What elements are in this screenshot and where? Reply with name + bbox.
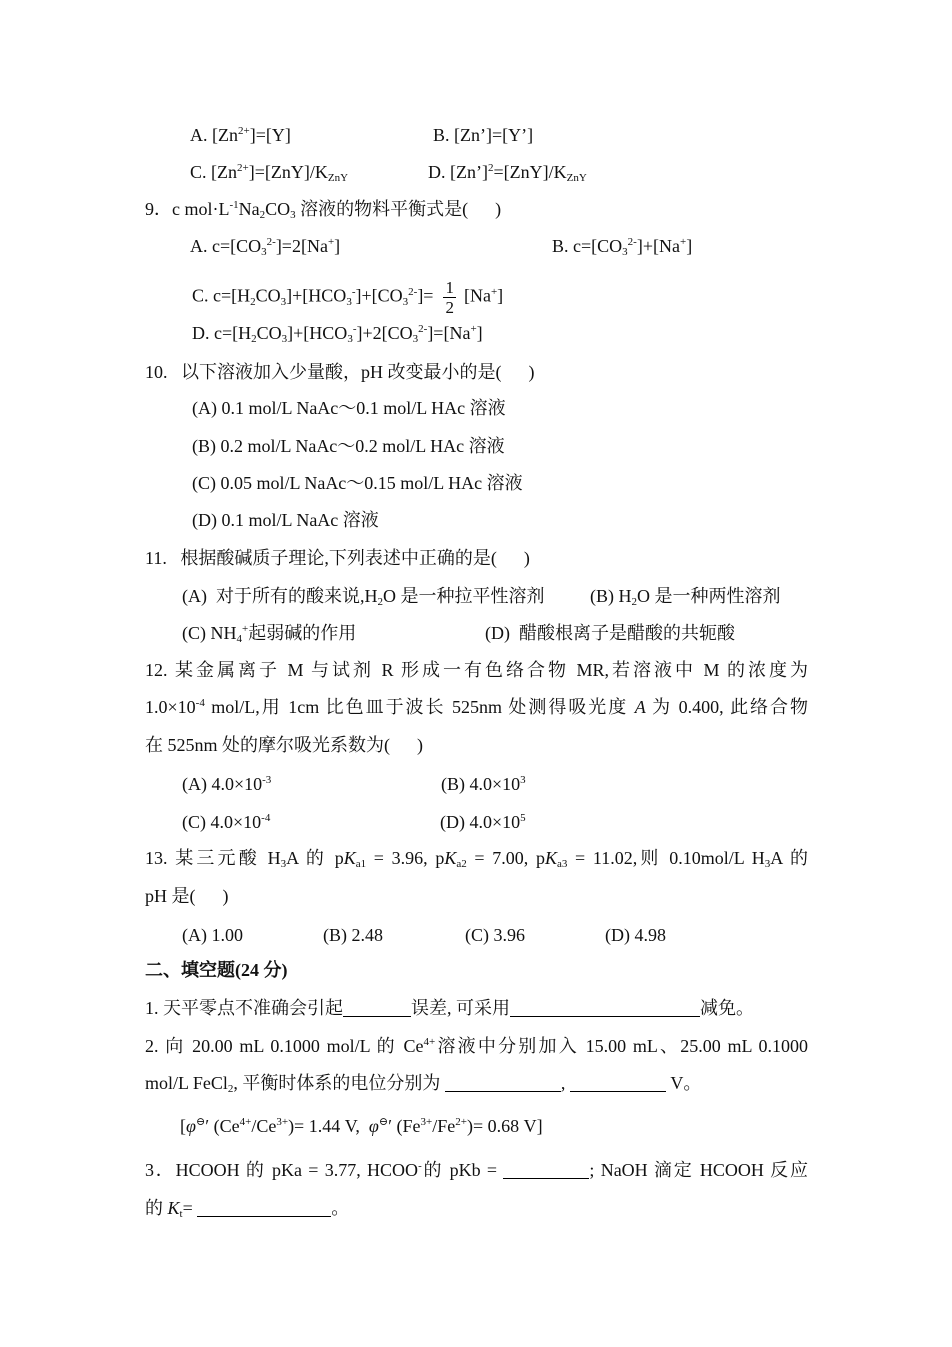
answer-blank — [197, 1200, 331, 1217]
superscript: -1 — [229, 199, 239, 211]
italic-symbol: A — [634, 697, 646, 717]
subscript: 2 — [631, 596, 637, 608]
superscript: 2+ — [455, 1116, 467, 1128]
q10-stem: 10. 以下溶液加入少量酸，pH 改变最小的是( ) — [145, 362, 535, 382]
text: 13. 某三元酸 H — [145, 848, 281, 868]
q12-stem-line3: 在 525nm 处的摩尔吸光系数为( ) — [145, 735, 423, 755]
text: ; NaOH 滴定 HCOOH 反应 — [589, 1160, 808, 1180]
superscript: 3+ — [276, 1116, 289, 1128]
superscript: 3 — [520, 774, 526, 786]
superscript: -4 — [195, 697, 205, 709]
q9-option-a — [190, 235, 340, 257]
text: =[ZnY]/K — [493, 162, 567, 182]
superscript: 2- — [266, 236, 276, 248]
q10-option-b: (B) 0.2 mol/L NaAc～0.2 mol/L HAc 溶液 — [192, 436, 505, 456]
q10-option-c: (C) 0.05 mol/L NaAc～0.15 mol/L HAc 溶液 — [192, 473, 523, 493]
text: 1. 天平零点不准确会引起 — [145, 998, 343, 1018]
text: ] — [476, 323, 483, 343]
q13-option-b: (B) 2.48 — [323, 925, 383, 945]
text: ]= — [417, 285, 434, 306]
answer-blank — [343, 1000, 411, 1017]
subscript: 2 — [227, 1083, 234, 1095]
text: ]+[Na — [636, 236, 680, 256]
subscript: a2 — [456, 858, 467, 870]
text: O 是一种拉平性溶剂 — [383, 586, 545, 606]
superscript: + — [327, 236, 335, 248]
superscript: + — [490, 285, 498, 298]
text: ]+[CO — [355, 285, 403, 306]
subscript: 2 — [250, 295, 256, 308]
q12-option-a — [182, 773, 271, 795]
fraction-numerator: 1 — [445, 278, 454, 297]
text: 2. 向 20.00 mL 0.1000 mol/L 的 Ce — [145, 1036, 424, 1056]
superscript: - — [352, 323, 357, 335]
superscript: + — [470, 323, 477, 335]
text: /Fe — [432, 1116, 456, 1136]
superscript: -3 — [262, 774, 272, 786]
text: CO — [255, 285, 281, 306]
fraction-one-half — [443, 278, 456, 317]
superscript: 2- — [418, 323, 428, 335]
subscript: t — [179, 1208, 183, 1220]
superscript: 2- — [627, 236, 637, 248]
subscript: 3 — [280, 295, 287, 308]
fill-question-1 — [145, 997, 754, 1019]
text: = 3.96, p — [366, 848, 445, 868]
superscript: 4+ — [239, 1116, 252, 1128]
text: [ — [180, 1116, 186, 1136]
text: D. [Zn’] — [428, 162, 488, 182]
text: CO — [256, 323, 282, 343]
superscript: + — [679, 236, 687, 248]
text: ]+[HCO — [287, 323, 348, 343]
italic-symbol: K — [343, 848, 356, 868]
subscript: 3 — [290, 209, 296, 221]
subscript: 2 — [259, 209, 266, 221]
q11-option-a — [182, 585, 545, 607]
superscript: 2 — [487, 162, 494, 174]
text: 3．HCOOH 的 pKa = 3.77, HCOO — [145, 1160, 419, 1180]
answer-blank — [570, 1075, 666, 1092]
q9-option-b — [552, 235, 692, 257]
q12-option-d — [440, 811, 526, 833]
text: ]+2[CO — [356, 323, 413, 343]
superscript: 2- — [408, 285, 418, 298]
subscript: a1 — [355, 858, 367, 870]
text: A. [Zn — [190, 125, 238, 145]
subscript: ZnY — [566, 172, 587, 184]
text: ] — [686, 236, 693, 256]
q11-option-d: (D) 醋酸根离子是醋酸的共轭酸 — [485, 623, 735, 643]
superscript: 5 — [520, 812, 526, 824]
text: 1.0×10 — [145, 697, 196, 717]
q8-option-a — [190, 124, 291, 146]
phi-symbol: φ — [368, 1116, 379, 1136]
text: 溶液中分别加入 15.00 mL、25.00 mL 0.1000 — [435, 1036, 808, 1056]
text: 的 — [145, 1198, 168, 1218]
answer-blank — [510, 1000, 700, 1017]
text: [Na — [463, 285, 491, 306]
q9-stem — [145, 198, 501, 220]
q8-option-b — [433, 124, 533, 146]
text: D. c=[H — [192, 323, 252, 343]
text: B. c=[CO — [552, 236, 623, 256]
q8-option-d — [428, 161, 587, 183]
subscript: 3 — [261, 246, 267, 258]
italic-symbol: K — [167, 1198, 180, 1218]
text: (C) 4.0×10 — [182, 812, 262, 832]
text: )= 0.68 V] — [466, 1116, 543, 1136]
text: mol/L FeCl — [145, 1073, 228, 1093]
text: (B) H — [590, 586, 632, 606]
text: A 的 — [770, 848, 808, 868]
subscript: 3 — [280, 858, 287, 870]
subscript: 2 — [251, 333, 257, 345]
superscript: - — [351, 285, 356, 298]
text: 误差, 可采用 — [411, 998, 510, 1018]
text: V。 — [665, 1073, 702, 1093]
text: = 11.02,则 0.10mol/L H — [567, 848, 765, 868]
superscript: 4+ — [423, 1036, 436, 1048]
text: B. [Zn’]=[Y’] — [433, 125, 534, 145]
subscript: 3 — [402, 295, 409, 308]
standard-state-symbol: ⊖ — [378, 1116, 389, 1128]
text: 。 — [331, 1198, 350, 1218]
text: C. [Zn — [190, 162, 237, 182]
q12-option-b — [441, 773, 526, 795]
phi-symbol: φ — [186, 1116, 196, 1136]
superscript: -4 — [261, 812, 271, 824]
q11-option-c — [182, 622, 356, 644]
subscript: a3 — [556, 858, 568, 870]
superscript: 3+ — [420, 1116, 433, 1128]
q13-stem-line2: pH 是( ) — [145, 886, 229, 906]
text: A 的 p — [286, 848, 344, 868]
text: /Ce — [251, 1116, 277, 1136]
q12-stem-line2 — [145, 696, 808, 718]
subscript: 2 — [377, 596, 383, 608]
superscript: 2+ — [238, 125, 250, 137]
text: , — [560, 1073, 570, 1093]
q10-option-d: (D) 0.1 mol/L NaAc 溶液 — [192, 510, 379, 530]
text: , 平衡时体系的电位分别为 — [233, 1073, 445, 1093]
text: (B) 4.0×10 — [441, 774, 521, 794]
text: mol/L,用 1cm 比色皿于波长 525nm 处测得吸光度 — [204, 697, 635, 717]
text: = — [182, 1198, 198, 1218]
text: C. c=[H — [192, 285, 251, 306]
subscript: 3 — [764, 858, 771, 870]
q11-option-b — [590, 585, 781, 607]
text: ]=2[Na — [275, 236, 328, 256]
subscript: 3 — [281, 333, 288, 345]
q13-stem-line1 — [145, 847, 808, 869]
subscript: 3 — [622, 246, 628, 258]
text: (A) 对于所有的酸来说,H — [182, 586, 378, 606]
text: ] — [497, 285, 504, 306]
text: A. c=[CO — [190, 236, 262, 256]
superscript: 2+ — [237, 162, 249, 174]
section-heading: 二、填空题(24 分) — [145, 960, 288, 980]
fill-question-2-line2 — [145, 1072, 701, 1094]
text: CO — [265, 199, 291, 219]
text: ]+[HCO — [286, 285, 347, 306]
text: ′ (Fe — [388, 1116, 421, 1136]
subscript: 3 — [412, 333, 419, 345]
text: 减免。 — [700, 998, 754, 1018]
text: ]=[ZnY]/K — [248, 162, 328, 182]
text: 的 pKb = — [421, 1160, 504, 1180]
text: (D) 4.0×10 — [440, 812, 521, 832]
text: O 是一种两性溶剂 — [637, 586, 781, 606]
fill-question-2-line1 — [145, 1035, 808, 1057]
q13-option-d: (D) 4.98 — [605, 925, 666, 945]
italic-symbol: K — [444, 848, 457, 868]
text: ]=[Na — [427, 323, 471, 343]
q13-option-a: (A) 1.00 — [182, 925, 243, 945]
text: ] — [334, 236, 341, 256]
subscript: 3 — [346, 295, 352, 308]
italic-symbol: K — [544, 848, 557, 868]
answer-blank — [503, 1162, 589, 1179]
text: 起弱碱的作用 — [248, 623, 357, 643]
standard-state-symbol: ⊖ — [195, 1116, 206, 1128]
superscript: - — [418, 1160, 422, 1172]
text: 为 0.400, 此络合物 — [645, 697, 808, 717]
text: ′ (Ce — [205, 1116, 240, 1136]
q9-option-d — [192, 322, 483, 344]
fill-question-2-potentials — [180, 1115, 543, 1137]
text: 溶液的物料平衡式是( ) — [295, 199, 502, 219]
text: Na — [238, 199, 260, 219]
q13-option-c: (C) 3.96 — [465, 925, 525, 945]
q12-stem-line1: 12. 某金属离子 M 与试剂 R 形成一有色络合物 MR,若溶液中 M 的浓度为 — [145, 660, 808, 680]
text: (C) NH — [182, 623, 237, 643]
q9-option-c — [192, 278, 503, 317]
q8-option-c — [190, 161, 348, 183]
q12-option-c — [182, 811, 270, 833]
text: = 7.00, p — [466, 848, 545, 868]
answer-blank — [445, 1075, 561, 1092]
text: (A) 4.0×10 — [182, 774, 263, 794]
subscript: 4 — [236, 633, 242, 645]
fraction-denominator: 2 — [445, 298, 454, 317]
text: 9．c mol·L — [145, 199, 230, 219]
superscript: + — [242, 623, 249, 635]
text: ]=[Y] — [249, 125, 291, 145]
subscript: ZnY — [327, 172, 349, 184]
subscript: 3 — [347, 333, 353, 345]
q10-option-a: (A) 0.1 mol/L NaAc～0.1 mol/L HAc 溶液 — [192, 398, 506, 418]
text: )= 1.44 V, — [288, 1116, 369, 1136]
fill-question-3-line1 — [145, 1159, 808, 1181]
fill-question-3-line2 — [145, 1197, 349, 1219]
q11-stem: 11. 根据酸碱质子理论,下列表述中正确的是( ) — [145, 548, 530, 568]
